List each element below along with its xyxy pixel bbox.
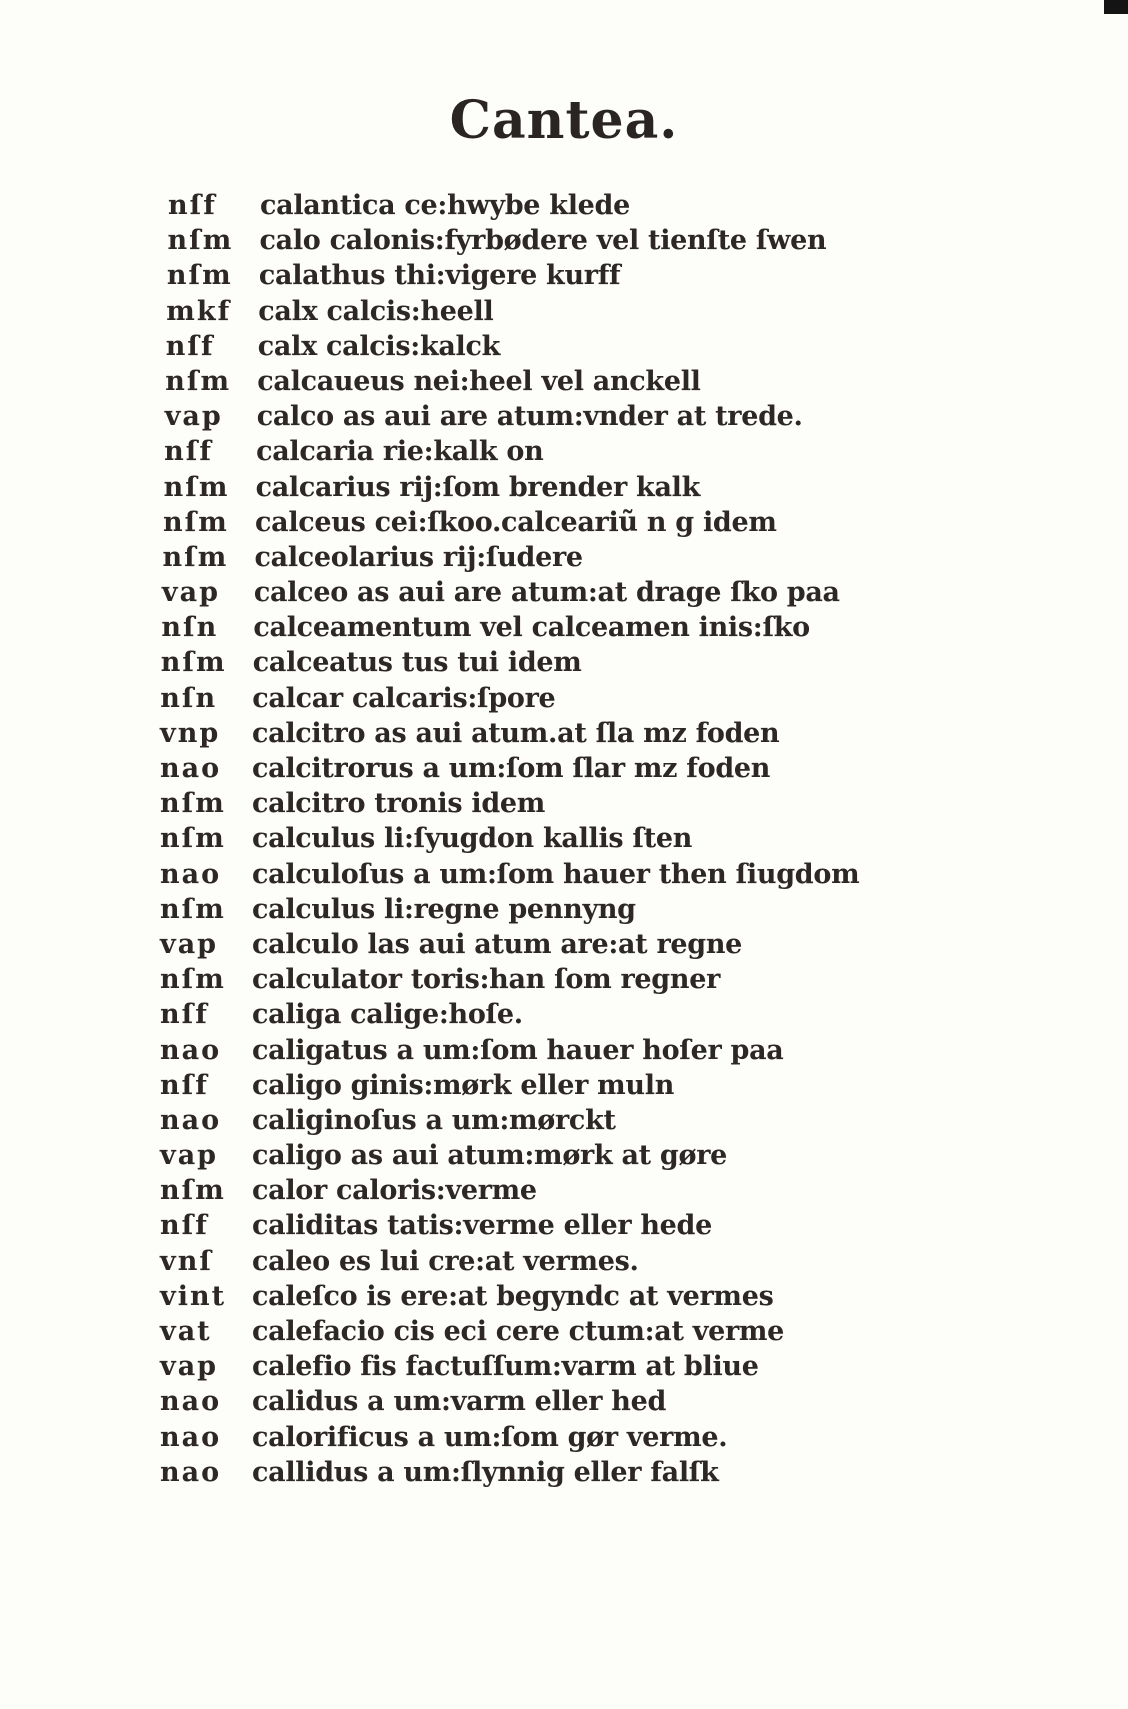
- entry-gloss: calcar calcaris:ſpore: [252, 682, 556, 714]
- dictionary-entry: [165, 364, 1060, 399]
- dictionary-entry: [161, 645, 1060, 680]
- entry-gloss: calathus thi:vigere kurff: [258, 260, 621, 292]
- dictionary-entry: [160, 1173, 1060, 1208]
- grammar-code: vat: [160, 1316, 212, 1347]
- dictionary-entry: [167, 258, 1060, 293]
- grammar-code: vint: [160, 1280, 227, 1312]
- entry-gloss: calefio fis factuſſum:varm at bliue: [252, 1351, 759, 1383]
- grammar-code: nſf: [168, 190, 217, 221]
- grammar-code: nſm: [163, 506, 229, 538]
- grammar-code: nſm: [160, 964, 226, 996]
- grammar-code: nao: [160, 753, 222, 784]
- grammar-code: nſm: [160, 647, 227, 679]
- grammar-code: vnſ: [160, 1245, 213, 1277]
- grammar-code: vap: [161, 577, 220, 609]
- grammar-code: vnp: [160, 717, 221, 749]
- dictionary-entry: [162, 575, 1060, 610]
- grammar-code: nſm: [160, 1175, 226, 1207]
- entry-gloss: caliga calige:hoſe.: [252, 999, 523, 1031]
- dictionary-entry: [160, 1455, 1060, 1490]
- dictionary-entry: [160, 716, 1060, 751]
- dictionary-entry: [160, 857, 1060, 892]
- dictionary-entry: [160, 892, 1060, 927]
- entry-gloss: calo calonis:fyrbødere vel tienſte ſwen: [259, 225, 827, 257]
- dictionary-entry: [160, 1349, 1060, 1384]
- entry-gloss: calidus a um:varm eller hed: [252, 1386, 667, 1418]
- entry-gloss: calor caloris:verme: [252, 1175, 537, 1207]
- dictionary-entry: [168, 223, 1061, 258]
- entry-gloss: calco as aui are atum:vnder at trede.: [256, 401, 803, 433]
- entry-gloss: calculus li:regne pennyng: [252, 893, 636, 925]
- dictionary-entry: [165, 399, 1060, 434]
- entry-gloss: calceolarius rij:ſudere: [254, 541, 583, 573]
- entry-gloss: calcitro as aui atum.at ſla mz foden: [252, 717, 780, 749]
- dictionary-entry: [160, 997, 1060, 1032]
- dictionary-entry: [160, 1279, 1060, 1314]
- grammar-code: nſf: [160, 1069, 209, 1101]
- dictionary-entry: [166, 329, 1060, 364]
- dictionary-entry: [160, 1103, 1060, 1138]
- dictionary-entry: [160, 1420, 1060, 1455]
- entry-gloss: calantica ce:hwybe klede: [260, 190, 630, 221]
- dictionary-entry: [160, 1314, 1060, 1349]
- entry-gloss: caligo ginis:mørk eller muln: [252, 1069, 675, 1101]
- grammar-code: nao: [160, 1386, 222, 1418]
- grammar-code: nao: [160, 1456, 222, 1488]
- entry-gloss: calculus li:ſyugdon kallis ſten: [252, 823, 693, 855]
- dictionary-entry: [168, 188, 1060, 223]
- grammar-code: nſm: [166, 260, 233, 292]
- grammar-code: nao: [160, 858, 222, 890]
- dictionary-entry: [160, 1208, 1060, 1243]
- entry-gloss: calculoſus a um:ſom hauer then ſiugdom: [252, 858, 860, 890]
- dictionary-entry: [161, 610, 1060, 645]
- grammar-code: nſm: [160, 823, 226, 855]
- dictionary-entry: [160, 927, 1060, 962]
- grammar-code: nao: [160, 1421, 222, 1453]
- dictionary-entry: [163, 505, 1060, 540]
- grammar-code: mkf: [166, 295, 232, 327]
- grammar-code: nſm: [167, 225, 234, 257]
- entry-gloss: callidus a um:ſlynnig eller falſk: [252, 1456, 719, 1488]
- entry-gloss: calefacio cis eci cere ctum:at verme: [252, 1316, 785, 1347]
- page-title: Cantea.: [449, 90, 679, 151]
- dictionary-entry: [160, 821, 1060, 856]
- dictionary-entry: [160, 786, 1060, 821]
- grammar-code: nſm: [162, 541, 229, 573]
- entry-gloss: calorificus a um:ſom gør verme.: [252, 1421, 728, 1453]
- entry-gloss: caliginoſus a um:mørckt: [252, 1104, 616, 1136]
- entry-gloss: caligo as aui atum:mørk at gøre: [252, 1140, 728, 1172]
- grammar-code: nao: [160, 1034, 222, 1066]
- grammar-code: nſf: [160, 999, 209, 1031]
- grammar-code: nao: [160, 1104, 222, 1136]
- grammar-code: nſf: [165, 330, 215, 362]
- entry-gloss: calcitro tronis idem: [252, 788, 546, 820]
- entry-gloss: calculo las aui atum are:at regne: [252, 928, 743, 960]
- entry-gloss: caleſco is ere:at begyndc at vermes: [252, 1280, 774, 1312]
- entry-gloss: calcarius rij:ſom brender kalk: [255, 471, 701, 503]
- entry-gloss: caligatus a um:ſom hauer hoſer paa: [252, 1034, 784, 1066]
- dictionary-entries: [160, 188, 1060, 1490]
- entry-gloss: calcaria rie:kalk on: [256, 436, 544, 468]
- entry-gloss: calceus cei:ſkoo.calceariũ n g idem: [255, 506, 777, 538]
- grammar-code: nſf: [160, 1210, 209, 1242]
- dictionary-entry: [160, 1138, 1060, 1173]
- grammar-code: nſn: [160, 682, 218, 714]
- dictionary-entry: [160, 1068, 1060, 1103]
- grammar-code: vap: [160, 1351, 219, 1383]
- grammar-code: nſm: [163, 471, 230, 503]
- dictionary-entry: [166, 294, 1060, 329]
- grammar-code: vap: [164, 401, 223, 433]
- entry-gloss: calcitrorus a um:ſom ſlar mz foden: [252, 753, 771, 784]
- dictionary-entry: [160, 681, 1060, 716]
- grammar-code: vap: [160, 928, 219, 960]
- entry-gloss: calceo as aui are atum:at drage ſko paa: [253, 577, 840, 609]
- dictionary-entry: [160, 1033, 1060, 1068]
- dictionary-entry: [163, 540, 1061, 575]
- dictionary-entry: [160, 962, 1060, 997]
- grammar-code: nſn: [161, 612, 219, 644]
- entry-gloss: calx calcis:heell: [258, 295, 494, 327]
- grammar-code: nſf: [164, 436, 213, 468]
- corner-mark: [1104, 0, 1128, 14]
- entry-gloss: calx calcis:kalck: [257, 330, 501, 362]
- entry-gloss: calcaueus nei:heel vel anckell: [257, 365, 701, 397]
- entry-gloss: caliditas tatis:verme eller hede: [252, 1210, 713, 1242]
- dictionary-entry: [160, 751, 1060, 786]
- entry-gloss: calculator toris:han ſom regner: [252, 964, 721, 996]
- grammar-code: nſm: [160, 788, 226, 820]
- dictionary-entry: [160, 1244, 1060, 1279]
- grammar-code: vap: [160, 1140, 219, 1172]
- entry-gloss: calceamentum vel calceamen inis:ſko: [253, 612, 810, 644]
- dictionary-entry: [164, 470, 1060, 505]
- entry-gloss: calceatus tus tui idem: [252, 647, 582, 679]
- grammar-code: nſm: [160, 893, 226, 925]
- entry-gloss: caleo es lui cre:at vermes.: [252, 1245, 639, 1277]
- dictionary-entry: [164, 434, 1060, 469]
- grammar-code: nſm: [165, 365, 232, 397]
- dictionary-entry: [160, 1384, 1060, 1419]
